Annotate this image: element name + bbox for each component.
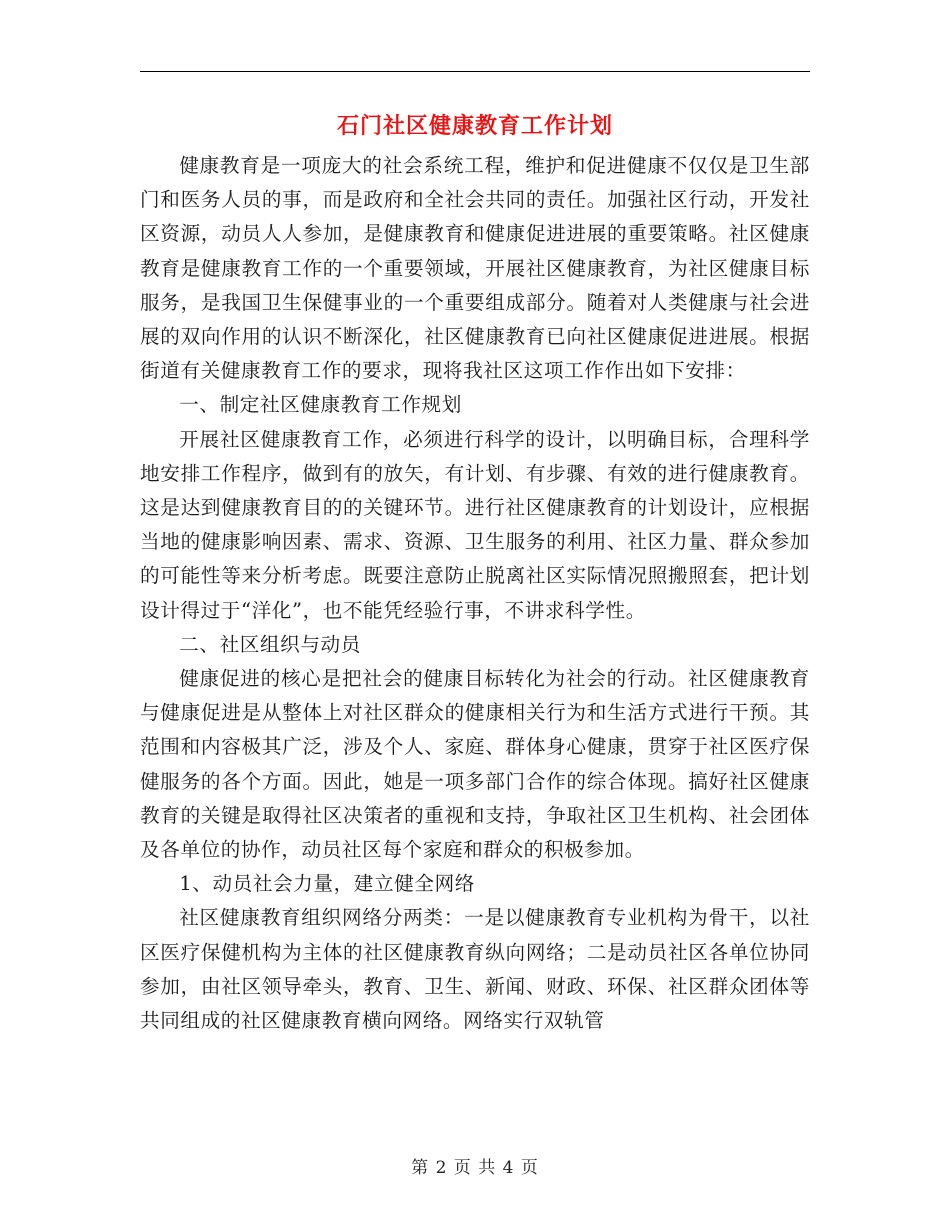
subsection-heading-1: 1、动员社会力量，建立健全网络 [179, 872, 475, 896]
intro-paragraph: 健康教育是一项庞大的社会系统工程，维护和促进健康不仅仅是卫生部门和医务人员的事，而是政府和全社会共同的责任。加强社区行动，开发社区资源，动员人人参加，是健康教育和健康促进进展的重要策略。社区健康教育是健康教育工作的一个重要领域，开展社区健康教育，为社区健康目标服务，是我国卫生保健事业的一个重要组成部分。随着对人类健康与社会进展的双向作用的认识不断深化，社区健康教育已向社区健康促进进展。根据街道有关健康教育工作的要求，现将我社区这项工作作出如下安排： [140, 154, 810, 383]
section-1-paragraph: 开展社区健康教育工作，必须进行科学的设计，以明确目标，合理科学地安排工作程序，做到有的放矢，有计划、有步骤、有效的进行健康教育。这是达到健康教育目的的关键环节。进行社区健康教育的计划设计，应根据当地的健康影响因素、需求、资源、卫生服务的利用、社区力量、群众参加的可能性等来分析考虑。既要注意防止脱离社区实际情况照搬照套，把计划设计得过于“洋化”，也不能凭经验行事，不讲求科学性。 [140, 427, 810, 622]
section-2-paragraph: 健康促进的核心是把社会的健康目标转化为社会的行动。社区健康教育与健康促进是从整体上对社区群众的健康相关行为和生活方式进行干预。其范围和内容极其广泛，涉及个人、家庭、群体身心健康，贯穿于社区医疗保健服务的各个方面。因此，她是一项多部门合作的综合体现。搞好社区健康教育的关键是取得社区决策者的重视和支持，争取社区卫生机构、社会团体及各单位的协作，动员社区每个家庭和群众的积极参加。 [140, 667, 810, 862]
section-heading-1: 一、制定社区健康教育工作规划 [179, 393, 462, 417]
document-body [140, 149, 810, 1038]
document-title: 石门社区健康教育工作计划 [336, 113, 613, 139]
section-heading-2: 二、社区组织与动员 [179, 632, 361, 656]
subsection-1-paragraph: 社区健康教育组织网络分两类：一是以健康教育专业机构为骨干，以社区医疗保健机构为主体的社区健康教育纵向网络；二是动员社区各单位协同参加，由社区领导牵头，教育、卫生、新闻、财政、环保、社区群众团体等共同组成的社区健康教育横向网络。网络实行双轨管 [140, 906, 810, 1033]
page-number-footer: 第 2 页 共 4 页 [411, 1158, 539, 1178]
header-rule [140, 71, 810, 72]
